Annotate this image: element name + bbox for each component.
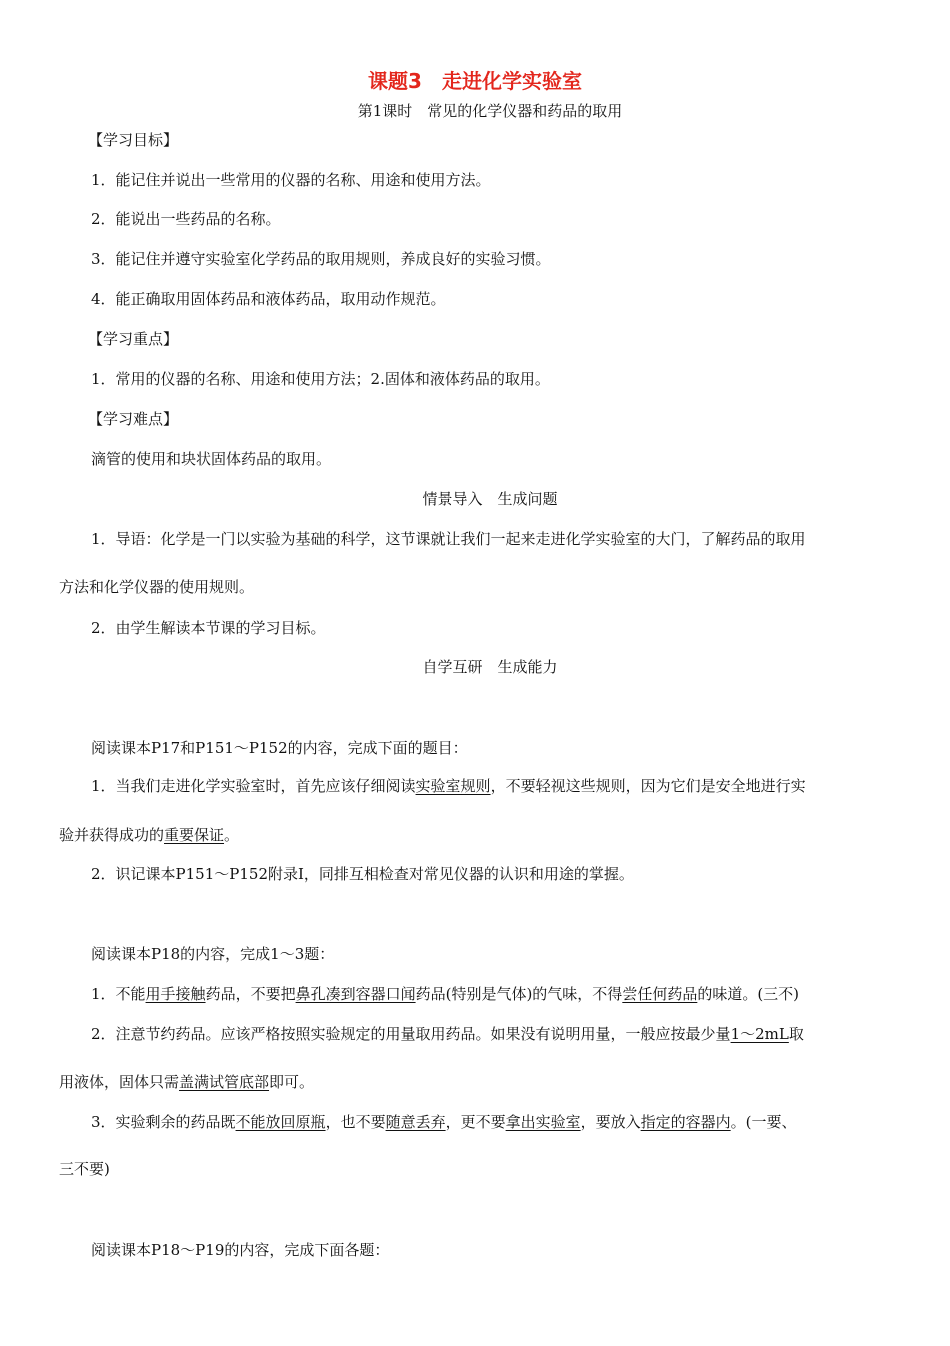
- answer-blank: 盖满试管底部: [179, 1073, 270, 1091]
- intro-item-2: 2．由学生解读本节课的学习目标。: [91, 619, 326, 637]
- block2-question-3: 3．实验剩余的药品既不能放回原瓶，也不要随意丢弃，更不要拿出实验室，要放入指定的容器内。(一要、: [91, 1113, 797, 1131]
- answer-blank: 重要保证: [164, 826, 225, 844]
- difficulties-text: 滴管的使用和块状固体药品的取用。: [91, 450, 332, 468]
- block1-question-1-cont: 验并获得成功的重要保证。: [59, 826, 240, 844]
- objectives-heading: 【学习目标】: [88, 131, 179, 149]
- objective-item: 1．能记住并说出一些常用的仪器的名称、用途和使用方法。: [91, 171, 491, 189]
- block1-question-1: 1．当我们走进化学实验室时，首先应该仔细阅读实验室规则，不要轻视这些规则，因为它们是安全地进行实: [91, 777, 806, 795]
- block1-question-2: 2．识记课本P151～P152附录Ⅰ，同排互相检查对常见仪器的认识和用途的掌握。: [91, 865, 634, 883]
- page-subtitle: 第1课时 常见的化学仪器和药品的取用: [357, 102, 623, 120]
- objective-item: 4．能正确取用固体药品和液体药品，取用动作规范。: [91, 290, 446, 308]
- self-study-heading: 自学互研 生成能力: [422, 658, 558, 676]
- block1-lead: 阅读课本P17和P151～P152的内容，完成下面的题目：: [91, 739, 468, 757]
- answer-blank: 指定的容器内: [640, 1113, 731, 1131]
- answer-blank: 拿出实验室: [505, 1113, 581, 1131]
- intro-item-1-line-2: 方法和化学仪器的使用规则。: [59, 578, 255, 596]
- objective-item: 2．能说出一些药品的名称。: [91, 210, 281, 228]
- page-title: 课题3 走进化学实验室: [368, 69, 582, 93]
- answer-blank: 1～2mL: [730, 1025, 789, 1043]
- answer-blank: 尝任何药品: [622, 985, 698, 1003]
- block2-question-2: 2．注意节约药品。应该严格按照实验规定的用量取用药品。如果没有说明用量，一般应按最少量1～2mL取: [91, 1025, 804, 1043]
- block3-lead: 阅读课本P18～P19的内容，完成下面各题：: [91, 1241, 390, 1259]
- intro-item-1-line-1: 1．导语：化学是一门以实验为基础的科学，这节课就让我们一起来走进化学实验室的大门，了解药品的取用: [91, 530, 806, 548]
- answer-blank: 鼻孔凑到容器口闻: [295, 985, 416, 1003]
- intro-heading: 情景导入 生成问题: [422, 490, 558, 508]
- answer-blank: 随意丢弃: [385, 1113, 446, 1131]
- answer-blank: 不能放回原瓶: [235, 1113, 326, 1131]
- block2-question-3-cont: 三不要): [59, 1160, 110, 1178]
- answer-blank: 用手接触: [145, 985, 206, 1003]
- block2-question-1: 1．不能用手接触药品，不要把鼻孔凑到容器口闻药品(特别是气体)的气味，不得尝任何药品的味道。(三不): [91, 985, 800, 1003]
- objective-item: 3．能记住并遵守实验室化学药品的取用规则，养成良好的实验习惯。: [91, 250, 551, 268]
- key-points-text: 1．常用的仪器的名称、用途和使用方法；2.固体和液体药品的取用。: [91, 370, 550, 388]
- difficulties-heading: 【学习难点】: [88, 410, 179, 428]
- answer-blank: 实验室规则: [415, 777, 491, 795]
- key-points-heading: 【学习重点】: [88, 330, 179, 348]
- block2-lead: 阅读课本P18的内容，完成1～3题：: [91, 945, 335, 963]
- block2-question-2-cont: 用液体，固体只需盖满试管底部即可。: [59, 1073, 315, 1091]
